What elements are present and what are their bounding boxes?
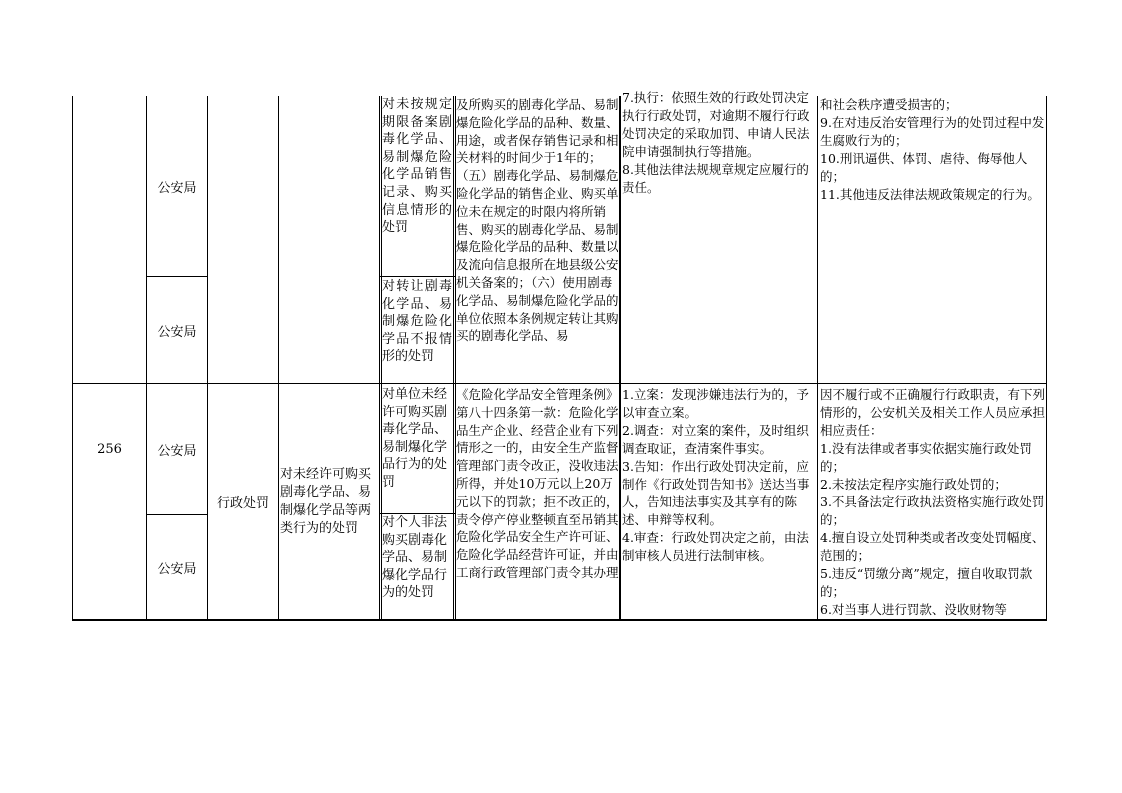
category-cell: 行政处罚: [216, 496, 269, 511]
agency-cell-row1: 公安局: [157, 180, 197, 196]
process-lower-cell: 1.立案：发现涉嫌违法行为的，予以审查立案。 2.调查：对立案的案件，及时组织调查取证，查清案件事实。 3.告知：作出行政处罚决定前，应制作《行政处罚告知书》送达当事人，告知违法事实及其享有的陈述、申辩等权利。 4.审查：行政处罚决定之前，由法制审核人员进行法制审核。: [622, 387, 810, 564]
agency-cell-row4: 公安局: [157, 561, 197, 577]
grid-line: [381, 96, 382, 620]
legal-basis-upper-cell: 及所购买的剧毒化学品、易制爆危险化学品的品种、数量、用途，或者保存销售记录和相关材料的时间少于1年的；（五）剧毒化学品、易制爆危险化学品的销售企业、购买单位未在规定的时限内将所销售、购买的剧毒化学品、易制爆危险化学品的品种、数量以及流向信息报所在地县级公安机关备案的；（六）使用剧毒化学品、易制爆危险化学品的单位依照本条例规定转让其购买的剧毒化学品、易: [456, 97, 619, 344]
grid-line: [278, 96, 279, 620]
liability-lower-cell: 因不履行或不正确履行行政职责，有下列情形的，公安机关及相关工作人员应承担相应责任： 1.没有法律或者事实依据实施行政处罚的； 2.未按法定程序实施行政处罚的； 3.不具备法定行政执法资格实施行政处罚的； 4.擅自设立处罚种类或者改变处罚幅度、范围的； 5.违反“罚缴分离”规定，擅自收取罚款的； 6.对当事人进行罚款、没收财物等: [820, 387, 1046, 617]
grid-line: [207, 96, 208, 620]
grid-line: [1046, 96, 1047, 620]
grid-line: [72, 96, 73, 620]
agency-cell-row3: 公安局: [157, 443, 197, 459]
grid-line: [817, 96, 818, 620]
grid-line: [455, 96, 456, 620]
sub-item-individual-cell: 对个人非法购买剧毒化学品、易制爆化学品行为的处罚: [382, 515, 448, 601]
grid-line: [619, 96, 620, 620]
sub-item-transfer-cell: 对转让剧毒化学品、易制爆危险化学品不报情形的处罚: [382, 279, 452, 365]
legal-basis-lower-cell: 《危险化学品安全管理条例》第八十四条第一款：危险化学品生产企业、经营企业有下列情形之一的，由安全生产监督管理部门责令改正，没收违法所得，并处10万元以上20万元以下的罚款；拒不改正的，责令停产停业整顿直至吊销其危险化学品安全生产许可证、危险化学品经营许可证，并由工商行政管理部门责令其办理: [456, 387, 619, 580]
sub-item-filing-cell: 对未按规定期限备案剧毒化学品、易制爆危险化学品销售记录、购买信息情形的处罚: [382, 97, 452, 236]
main-item-cell: 对未经许可购买剧毒化学品、易制爆化学品等两类行为的处罚: [280, 466, 372, 536]
sub-item-unit-cell: 对单位未经许可购买剧毒化学品、易制爆化学品行为的处罚: [382, 387, 448, 490]
serial-number-cell: 256: [97, 441, 122, 457]
liability-upper-cell: 和社会秩序遭受损害的； 9.在对违反治安管理行为的处罚过程中发生腐败行为的； 10.刑讯逼供、体罚、虐待、侮辱他人的； 11.其他违反法律法规政策规定的行为。: [820, 97, 1045, 202]
grid-line: [146, 514, 208, 515]
process-upper-cell: 7.执行：依照生效的行政处罚决定执行行政处罚，对逾期不履行行政处罚决定的采取加罚、申请人民法院申请强制执行等措施。 8.其他法律法规规章规定应履行的责任。: [622, 90, 810, 195]
grid-line: [146, 96, 147, 620]
grid-line: [379, 96, 380, 620]
grid-line: [620, 96, 621, 620]
grid-line: [72, 619, 1047, 621]
grid-line: [453, 96, 454, 620]
grid-line: [380, 513, 455, 514]
grid-line: [146, 276, 208, 277]
agency-cell-row2: 公安局: [157, 324, 197, 340]
grid-line: [380, 276, 455, 277]
grid-line: [72, 383, 1047, 384]
